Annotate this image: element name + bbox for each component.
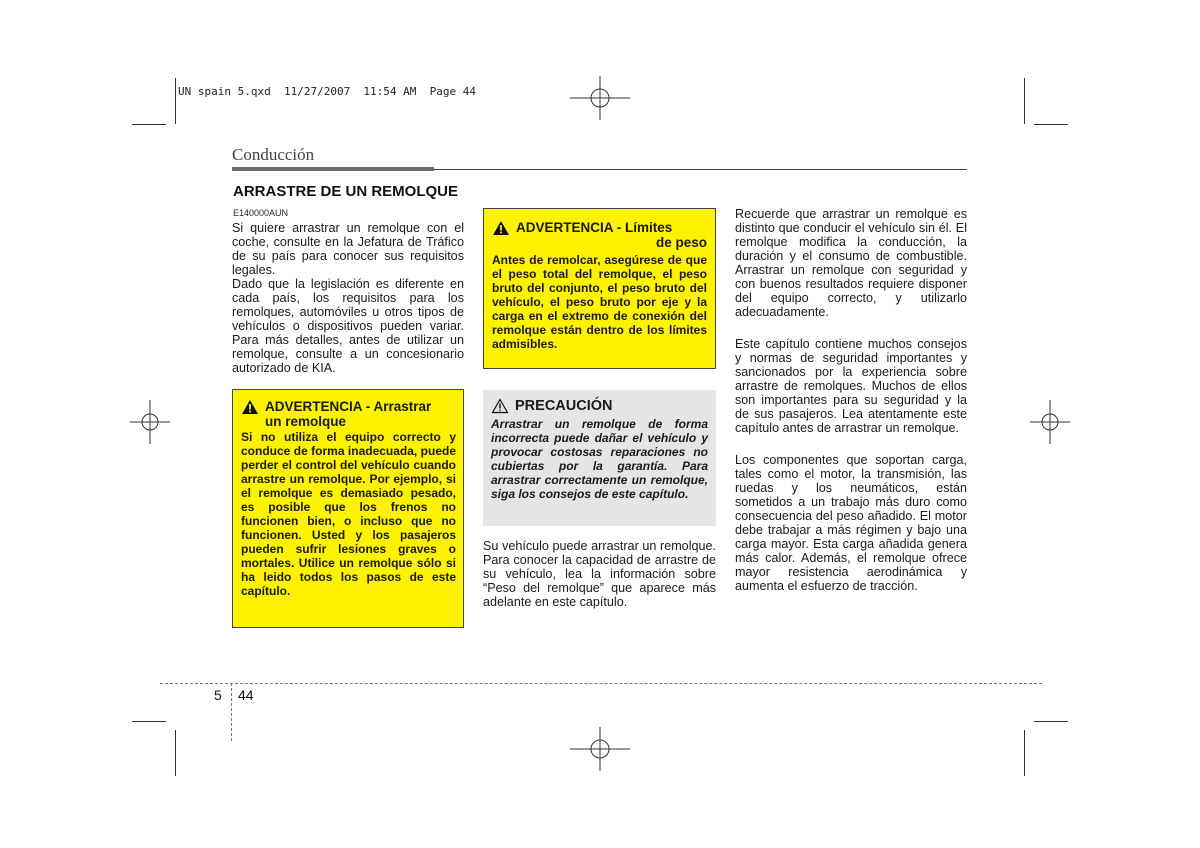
section-rule [434, 169, 967, 170]
registration-mark-left [130, 400, 170, 444]
col3-paragraph-3: Los componentes que soportan carga, tales como el motor, la transmisión, las ruedas y los neumáticos, están sometidos a un trabajo más duro como consecuencia del peso añadido. El motor debe trabajar a más régimen y bajo una carga mayor. Esta carga añadida genera más calor. Además, el remolque ofrece mayor resistencia aerodinámica y aumenta el esfuerzo de tracción. [735, 453, 967, 593]
col3-paragraph-1: Recuerde que arrastrar un remolque es distinto que conducir el vehículo sin él. El remolque modifica la conducción, la duración y el consumo de combustible. Arrastrar un remolque con seguridad y con buenos resultados requiere disponer del equipo correcto, y utilizarlo adecuadamente. [735, 207, 967, 319]
section-bar [232, 167, 434, 171]
caution-triangle-icon [491, 398, 509, 414]
warning-title [241, 399, 456, 429]
col1-text [232, 221, 464, 375]
registration-mark-right [1030, 400, 1070, 444]
caution-title-text: PRECAUCIÓN [515, 398, 613, 414]
warning-triangle-icon [492, 220, 510, 236]
caution-box [483, 390, 716, 526]
caution-body: Arrastrar un remolque de forma incorrecta puede dañar el vehículo y provocar costosas reparaciones no cubiertas por la garantía. Para arrastrar correctamente un remolque, siga los consejos de este capítulo. [491, 417, 708, 501]
registration-mark-bottom [570, 727, 630, 771]
warning-box-towing [232, 389, 464, 628]
page-number: 44 [238, 687, 254, 703]
warning-title-line-1: ADVERTENCIA - Arrastrar [265, 399, 432, 414]
warning-title-line-2: de peso [655, 235, 707, 250]
col1-paragraph-2: Dado que la legislación es diferente en cada país, los requisitos para los remolques, automóviles u otros tipos de vehículos o dispositivos pueden variar. Para más detalles, antes de utilizar un remolque, consulte a un concesionario autorizado de KIA. [232, 277, 464, 375]
col2-paragraph-1: Su vehículo puede arrastrar un remolque. Para conocer la capacidad de arrastre de su vehículo, lea la información sobre “Peso del remolque” que aparece más adelante en este capítulo. [483, 539, 716, 609]
chapter-number: 5 [214, 687, 222, 703]
registration-mark-top [570, 76, 630, 120]
warning-body: Antes de remolcar, asegúrese de que el peso total del remolque, el peso bruto del conjunto, el peso bruto del vehículo, el peso bruto por eje y la carga en el extremo de conexión del remolque están dentro de los límites admisibles. [492, 253, 707, 351]
caution-title [491, 398, 708, 414]
warning-title [492, 220, 707, 250]
warning-title-line-2: un remolque [265, 414, 347, 429]
footer-rule [160, 683, 1042, 684]
warning-triangle-icon [241, 399, 259, 415]
print-slug: UN spain 5.qxd 11/27/2007 11:54 AM Page 44 [178, 85, 477, 98]
page-heading: ARRASTRE DE UN REMOLQUE [233, 183, 459, 200]
reference-code: E140000AUN [233, 208, 289, 218]
footer-divider [231, 683, 232, 741]
warning-body: Si no utiliza el equipo correcto y conduce de forma inadecuada, puede perder el control del vehículo cuando arrastre un remolque. Por ejemplo, si el remolque es demasiado pesado, es posible que los frenos no funcionen bien, o incluso que no funcionen. Usted y los pasajeros pueden sufrir lesiones graves o mortales. Utilice un remolque sólo si ha leido todos los pasos de este capítulo. [241, 430, 456, 598]
col2-text [483, 539, 716, 609]
warning-box-weight-limits [483, 208, 716, 369]
col3-text [735, 207, 967, 593]
warning-title-line-1: ADVERTENCIA - Límites [516, 220, 673, 235]
col1-paragraph-1: Si quiere arrastrar un remolque con el coche, consulte en la Jefatura de Tráfico de su país para conocer sus requisitos legales. [232, 221, 464, 277]
col3-paragraph-2: Este capítulo contiene muchos consejos y normas de seguridad importantes y sancionados por la experiencia sobre arrastre de remolques. Muchos de ellos son importantes para su seguridad y la de sus pasajeros. Lea atentamente este capítulo antes de arrastrar un remolque. [735, 337, 967, 435]
section-title: Conducción [232, 145, 315, 164]
